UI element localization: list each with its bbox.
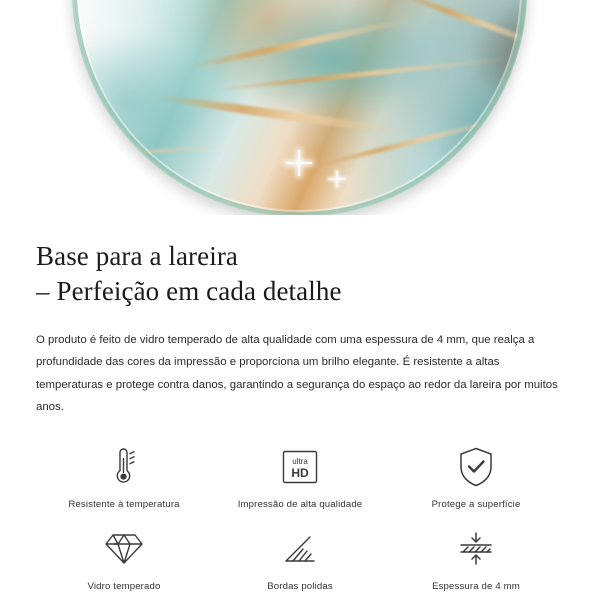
page-title [36,239,564,309]
svg-text:HD: HD [291,466,309,481]
hero-image [0,0,600,215]
feature-item-protects-surface [388,444,564,510]
diamond-icon [104,526,144,572]
dark-wash-1 [470,0,600,110]
polished-edges-icon [281,526,319,572]
headline-line-2: – Perfeição em cada detalhe [36,276,342,307]
svg-text:ultra: ultra [292,457,308,467]
thermometer-icon [107,444,141,490]
dark-wash-2 [520,120,600,215]
feature-item-temperature-resistant [36,444,212,510]
feature-item-thickness [388,526,564,592]
feature-label: Vidro temperado [87,581,161,593]
feature-label: Bordas polidas [267,581,333,593]
teal-wash-1 [230,0,430,120]
feature-label: Resistente à temperatura [68,499,180,511]
feature-label: Espessura de 4 mm [432,581,520,593]
thickness-arrows-icon [455,526,497,572]
feature-item-tempered-glass [36,526,212,592]
shield-check-icon [457,444,495,490]
feature-item-polished-edges [212,526,388,592]
feature-item-high-quality-print [212,444,388,510]
feature-grid [36,444,564,592]
feature-label: Protege a superfície [431,499,521,511]
description-paragraph: O produto é feito de vidro temperado de alta qualidade com uma espessura de 4 mm, que realça a profundidade das cores da impressão e proporciona um brilho elegante. É resistente a altas temperaturas e protege contra danos, garantindo a segurança do espaço ao redor da lareira por muitos anos. [36,334,558,413]
headline-line-1: Base para a lareira [36,241,239,271]
feature-label: Impressão de alta qualidade [237,499,363,511]
ultra-hd-icon [281,444,319,490]
